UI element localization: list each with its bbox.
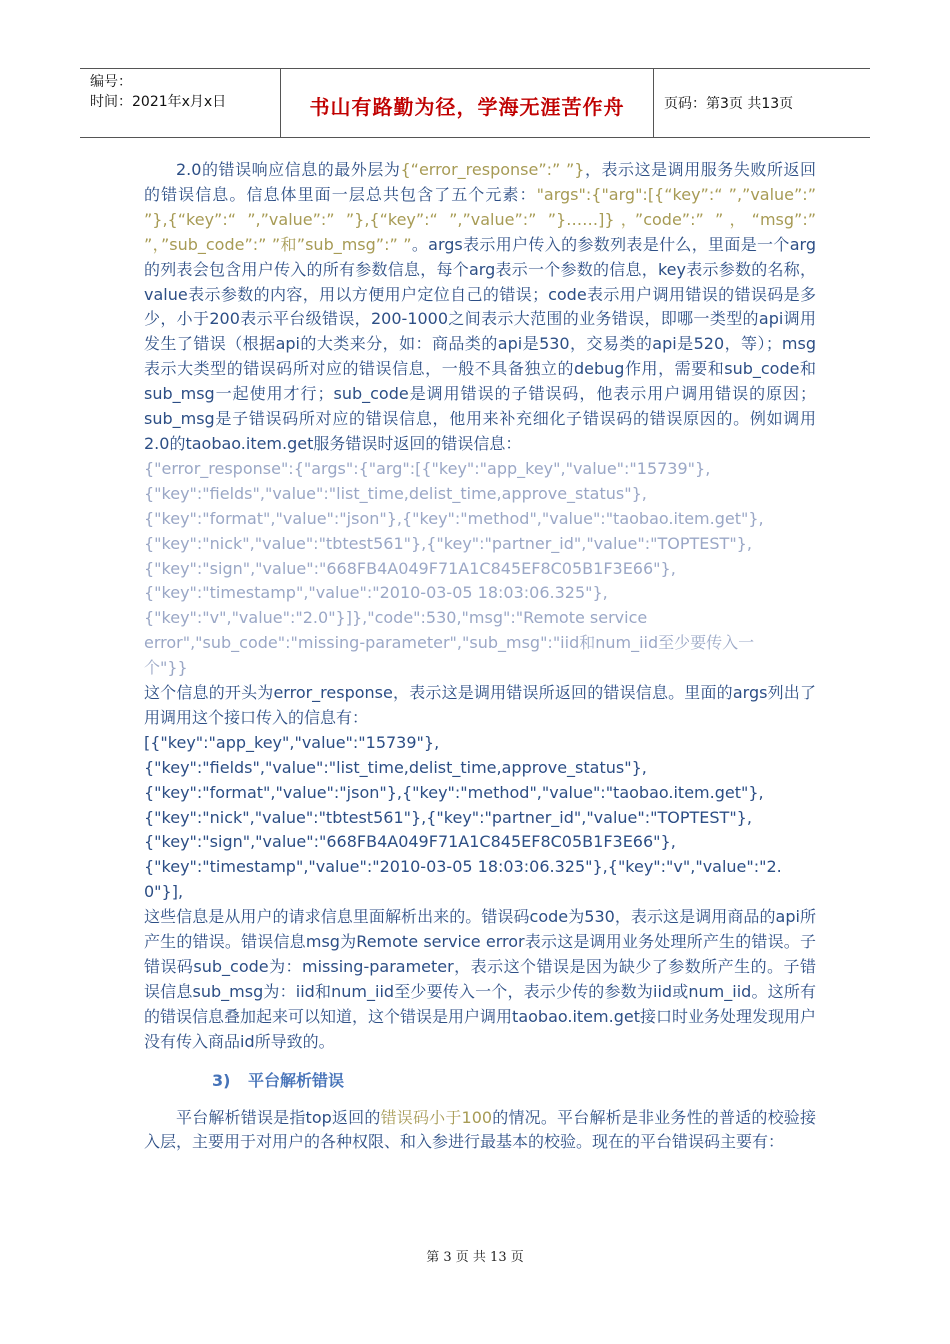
code-line: {"key":"nick","value":"tbtest561"},{"key":"partner_id","value":"TOPTEST"}, bbox=[144, 533, 752, 553]
inline-code: {“error_response”:” ”} bbox=[400, 160, 585, 179]
error-json-example bbox=[144, 457, 816, 681]
section-number: 3) bbox=[212, 1070, 231, 1090]
paragraph-platform-errors bbox=[144, 1106, 816, 1156]
highlighted-text: 错误码小于100 bbox=[380, 1107, 493, 1127]
header-motto: 书山有路勤为径，学海无涯苦作舟 bbox=[309, 95, 625, 119]
code-line: {"key":"v","value":"2.0"}]},"code":530,"msg":"Remote service bbox=[144, 608, 648, 628]
header-right-cell bbox=[654, 69, 870, 137]
args-list bbox=[144, 731, 816, 905]
page-header bbox=[80, 68, 870, 138]
page-footer: 第 3 页 共 13 页 bbox=[426, 1250, 524, 1265]
code-line: {"key":"format","value":"json"},{"key":"method","value":"taobao.item.get"}, bbox=[144, 782, 764, 802]
text-run: 平台解析错误是指top返回的 bbox=[176, 1107, 381, 1127]
code-line: 个"}} bbox=[144, 658, 188, 678]
document-time-label: 时间：2021年x月x日 bbox=[90, 94, 227, 110]
section-title: 平台解析错误 bbox=[248, 1070, 345, 1090]
code-line: {"key":"fields","value":"list_time,delist_time,approve_status"}, bbox=[144, 483, 647, 503]
document-number-label: 编号： bbox=[90, 74, 132, 90]
code-line: [{"key":"app_key","value":"15739"}, bbox=[144, 732, 440, 752]
code-line: {"error_response":{"args":{"arg":[{"key":"app_key","value":"15739"}, bbox=[144, 458, 711, 478]
section-heading bbox=[212, 1069, 816, 1094]
code-line: {"key":"nick","value":"tbtest561"},{"key":"partner_id","value":"TOPTEST"}, bbox=[144, 807, 752, 827]
code-line: {"key":"sign","value":"668FB4A049F71A1C845EF8C05B1F3E66"}, bbox=[144, 558, 676, 578]
code-line: {"key":"timestamp","value":"2010-03-05 18:03:06.325"}, bbox=[144, 583, 608, 603]
paragraph-error-explanation: 这些信息是从用户的请求信息里面解析出来的。错误码code为530，表示这是调用商品的api所产生的错误。错误信息msg为Remote service error表示这是调用业务处理所产生的错误。子错误码sub_code为：missing-parameter，表示这个错误是因为缺少了参数所产生的。子错误信息sub_msg为：iid和num_iid至少要传入一个，表示少传的参数为iid或num_iid。这所有的错误信息叠加起来可以知道，这个错误是用户调用taobao.item.get接口时业务处理发现用户没有传入商品id所导致的。 bbox=[144, 907, 816, 1051]
text-run: 2.0的错误响应信息的最外层为 bbox=[176, 160, 401, 179]
code-line: {"key":"format","value":"json"},{"key":"method","value":"taobao.item.get"}, bbox=[144, 508, 764, 528]
text-run: ，表示这是调用服务失败所返回的错误信息。信息体里面一层总共包含了五个元素： bbox=[144, 160, 816, 204]
code-line: error","sub_code":"missing-parameter","sub_msg":"iid和num_iid至少要传入一 bbox=[144, 633, 755, 653]
header-center-cell bbox=[281, 69, 654, 137]
header-left-cell bbox=[80, 69, 281, 137]
text-run: 的情况。平台解析是非业务性的普适的校验接入层，主要用于对用户的各种权限、和入参进行最基本的校验。现在的平台错误码主要有： bbox=[144, 1107, 816, 1152]
document-body bbox=[144, 158, 816, 1155]
paragraph-error-structure bbox=[144, 158, 816, 457]
text-run: 。args表示用户传入的参数列表是什么，里面是一个arg的列表会包含用户传入的所有参数信息，每个arg表示一个参数的信息，key表示参数的名称，value表示参数的内容，用以方便用户定位自己的错误；code表示用户调用错误的错误码是多少，小于200表示平台级错误，200-1000之间表示大范围的业务错误，即哪一类型的api调用发生了错误（根据api的大类来分，如：商品类的api是530，交易类的api是520，等）；msg表示大类型的错误码所对应的错误信息，一般不具备独立的debug作用，需要和sub_code和sub_msg一起使用才行；sub_code是调用错误的子错误码，他表示用户调用错误的原因；sub_msg是子错误码所对应的错误信息，他用来补充细化子错误码的错误原因的。例如调用2.0的taobao.item.get服务错误时返回的错误信息： bbox=[144, 234, 816, 453]
inline-code: "args":{"arg":[{“key”:“ ”,”value”:” ”},{“key”:“ ”,”value”:” ”},{“key”:“ ”,”value”:” ”}……]}，”code”:” ”，“msg”:” ”，”sub_code”:” ”和”sub_msg”:” ” bbox=[144, 184, 816, 254]
page-number-label: 页码：第3页 共13页 bbox=[664, 96, 794, 112]
code-line: {"key":"sign","value":"668FB4A049F71A1C845EF8C05B1F3E66"}, bbox=[144, 832, 676, 852]
code-line: {"key":"timestamp","value":"2010-03-05 18:03:06.325"},{"key":"v","value":"2.0"}], bbox=[144, 857, 782, 902]
paragraph-error-response-intro: 这个信息的开头为error_response，表示这是调用错误所返回的错误信息。里面的args列出了用调用这个接口传入的信息有： bbox=[144, 683, 816, 727]
code-line: {"key":"fields","value":"list_time,delist_time,approve_status"}, bbox=[144, 757, 647, 777]
